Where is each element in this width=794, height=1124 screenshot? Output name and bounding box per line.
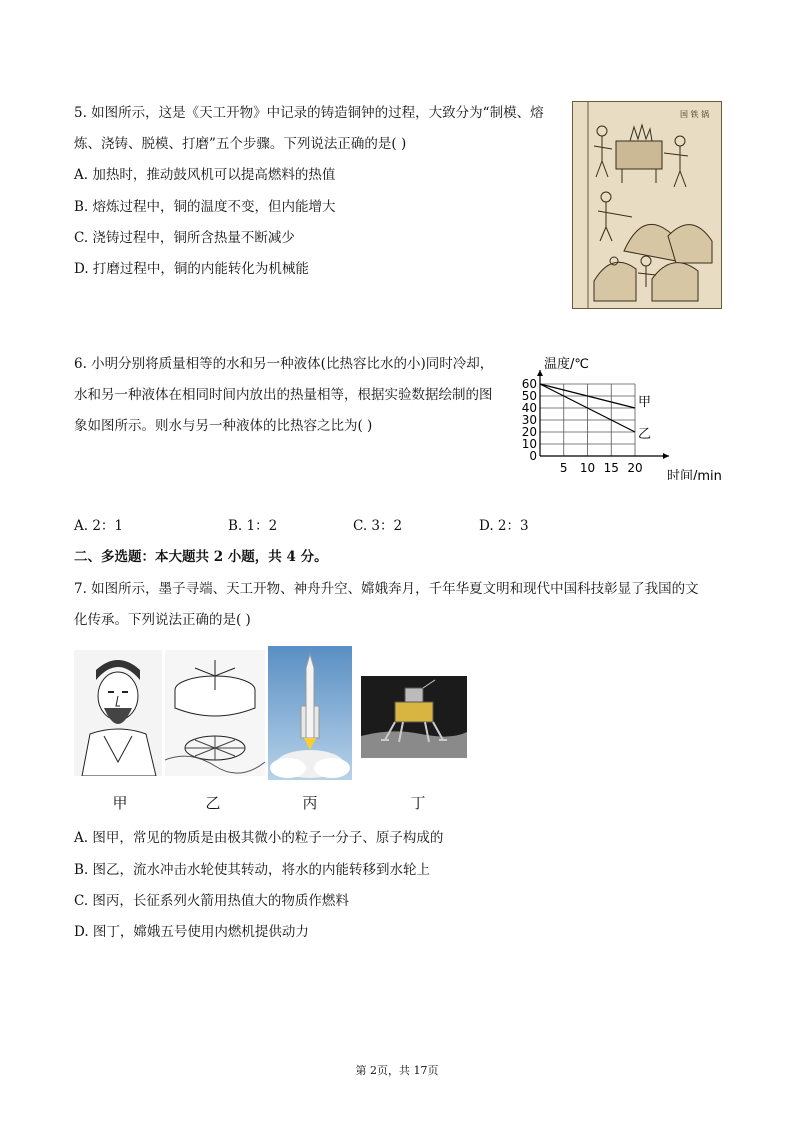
chart-x-tick-label: 20 bbox=[627, 461, 643, 475]
page-footer: 第 2页，共 17页 bbox=[355, 1064, 439, 1077]
chart-x-tick-label: 5 bbox=[559, 461, 568, 475]
caption-yi: 乙 bbox=[205, 794, 221, 812]
chart-y-axis-label: 温度/℃ bbox=[544, 357, 589, 372]
chart-y-tick-label: 10 bbox=[521, 437, 537, 451]
q6-option-b[interactable]: B. 1：2 bbox=[228, 518, 278, 534]
chart-x-tick-label: 15 bbox=[603, 461, 619, 475]
q7-stem-line2: 化传承。下列说法正确的是( ) bbox=[74, 612, 251, 628]
chart-y-tick-label: 60 bbox=[521, 377, 537, 391]
chart-y-tick-label: 0 bbox=[529, 449, 537, 463]
q6-option-c[interactable]: C. 3：2 bbox=[353, 518, 403, 534]
chart-x-arrow bbox=[663, 453, 669, 459]
q7-option-d[interactable]: D. 图丁，嫦娥五号使用内燃机提供动力 bbox=[74, 924, 309, 940]
caption-bing: 丙 bbox=[302, 794, 318, 812]
chart-y-tick-label: 50 bbox=[521, 389, 537, 403]
q7-option-a[interactable]: A. 图甲，常见的物质是由极其微小的粒子一分子、原子构成的 bbox=[74, 830, 444, 846]
bronze-casting-woodcut-image bbox=[572, 101, 722, 309]
chart-y-tick-label: 30 bbox=[521, 413, 537, 427]
chart-series-label: 甲 bbox=[638, 395, 652, 410]
q5-stem-line1: 5. 如图所示，这是《天工开物》中记录的铸造铜钟的过程，大致分为“制模、熔 bbox=[74, 105, 544, 121]
q5-stem-line2: 炼、浇铸、脱模、打磨”五个步骤。下列说法正确的是( ) bbox=[74, 136, 407, 152]
mozi-portrait-image bbox=[74, 650, 162, 776]
rocket-launch-image bbox=[268, 646, 352, 780]
q6-option-d[interactable]: D. 2：3 bbox=[479, 518, 529, 534]
q6-stem-line3: 象如图所示。则水与另一种液体的比热容之比为( ) bbox=[74, 418, 373, 434]
chart-series-label: 乙 bbox=[638, 427, 652, 442]
svg-text:国 铁 锅: 国 铁 锅 bbox=[680, 110, 710, 119]
chart-x-tick-label: 10 bbox=[579, 461, 596, 475]
q5-option-d[interactable]: D. 打磨过程中，铜的内能转化为机械能 bbox=[74, 261, 309, 277]
q6-stem-line2: 水和另一种液体在相同时间内放出的热量相等，根据实验数据绘制的图 bbox=[74, 387, 493, 403]
section-heading: 二、多选题：本大题共 2 小题，共 4 分。 bbox=[74, 549, 328, 565]
chart-y-tick-label: 20 bbox=[521, 425, 537, 439]
caption-ding: 丁 bbox=[410, 794, 426, 812]
q6-stem-line1: 6. 小明分别将质量相等的水和另一种液体(比热容比水的小)同时冷却， bbox=[74, 356, 494, 372]
temperature-time-chart bbox=[516, 350, 736, 480]
q7-option-b[interactable]: B. 图乙，流水冲击水轮使其转动，将水的内能转移到水轮上 bbox=[74, 862, 431, 878]
q7-stem-line1: 7. 如图所示，墨子寻端、天工开物、神舟升空、嫦娥奔月，千年华夏文明和现代中国科技彰显了我国的文 bbox=[74, 581, 699, 597]
chart-y-arrow bbox=[537, 370, 543, 376]
caption-jia: 甲 bbox=[112, 794, 128, 812]
q6-option-a[interactable]: A. 2：1 bbox=[74, 518, 124, 534]
water-wheel-image bbox=[165, 650, 265, 776]
q5-option-b[interactable]: B. 熔炼过程中，铜的温度不变，但内能增大 bbox=[74, 199, 336, 215]
q5-option-c[interactable]: C. 浇铸过程中，铜所含热量不断减少 bbox=[74, 230, 295, 246]
chart-x-axis-label: 时间/min bbox=[667, 469, 722, 480]
lunar-lander-image bbox=[361, 676, 467, 758]
q7-option-c[interactable]: C. 图丙，长征系列火箭用热值大的物质作燃料 bbox=[74, 893, 349, 909]
q5-option-a[interactable]: A. 加热时，推动鼓风机可以提高燃料的热值 bbox=[74, 167, 336, 183]
chart-y-tick-label: 40 bbox=[521, 401, 537, 415]
